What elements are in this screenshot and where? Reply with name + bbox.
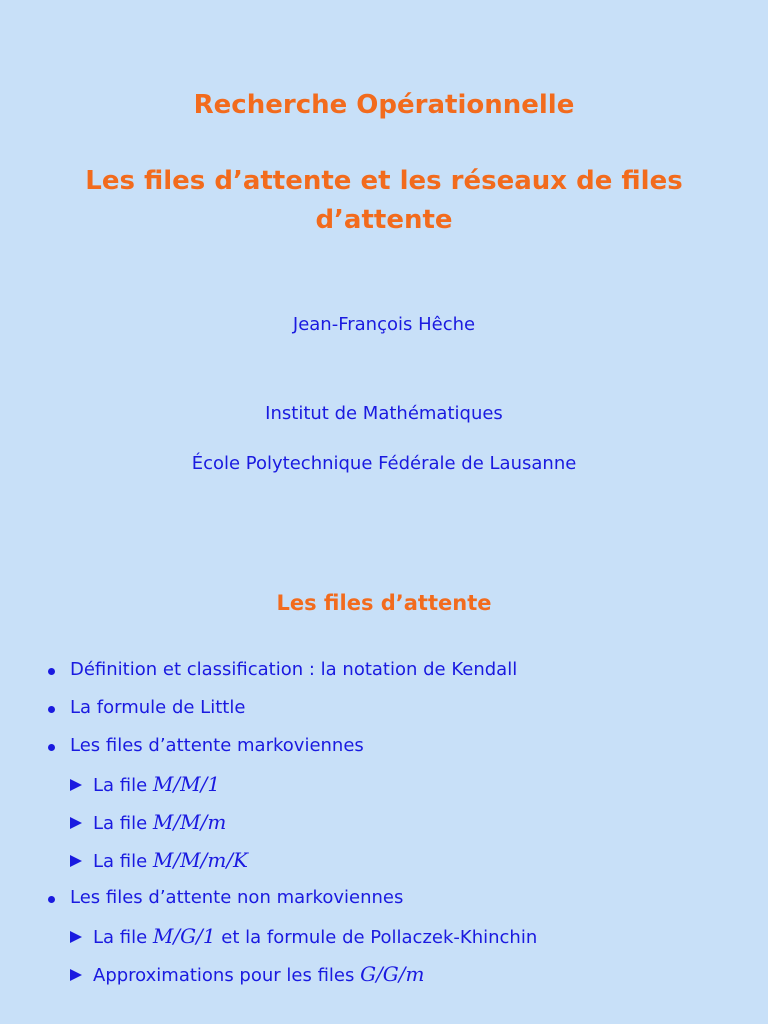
outline-item-text: La formule de Little (70, 697, 246, 718)
outline-item (46, 883, 537, 921)
outline-subitem-text: La file (93, 813, 153, 834)
triangle-bullet-icon (70, 817, 82, 829)
triangle-bullet-icon (70, 855, 82, 867)
outline-item (46, 731, 537, 769)
outline-subitem-text: La file (93, 851, 153, 872)
outline-subitem-text: La file (93, 775, 153, 796)
outline-item-text: Les files d’attente markoviennes (70, 735, 364, 756)
author-name: Jean-François Hêche (292, 314, 476, 335)
outline-item (46, 693, 537, 731)
math-notation: M/G/1 (152, 924, 216, 948)
outline-subitem (46, 769, 537, 807)
math-notation: M/M/m (152, 810, 227, 834)
outline-subitem (46, 807, 537, 845)
page-title: Recherche Opérationnelle (193, 90, 575, 120)
outline-subitem (46, 959, 537, 997)
outline-subitem-suffix: et la formule de Pollaczek-Khinchin (215, 927, 538, 948)
outline-item-text: Définition et classification : la notation de Kendall (70, 659, 518, 680)
section-title: Les files d’attente (276, 591, 492, 615)
triangle-bullet-icon (70, 779, 82, 791)
triangle-bullet-icon (70, 969, 82, 981)
outline-item-text: Les files d’attente non markoviennes (70, 887, 404, 908)
math-notation: M/M/m/K (152, 848, 248, 872)
institute-name: Institut de Mathématiques (265, 403, 503, 424)
math-notation: M/M/1 (152, 772, 221, 796)
outline-subitem (46, 845, 537, 883)
outline-subitem-text: Approximations pour les files (93, 965, 361, 986)
outline-list (46, 655, 537, 997)
outline-subitem-text: La file (93, 927, 153, 948)
triangle-bullet-icon (70, 931, 82, 943)
math-notation: G/G/m (360, 962, 425, 986)
outline-item (46, 655, 537, 693)
school-name: École Polytechnique Fédérale de Lausanne (191, 453, 577, 474)
page-subtitle: Les files d’attente et les réseaux de files d’attente (85, 166, 683, 235)
outline-subitem (46, 921, 537, 959)
